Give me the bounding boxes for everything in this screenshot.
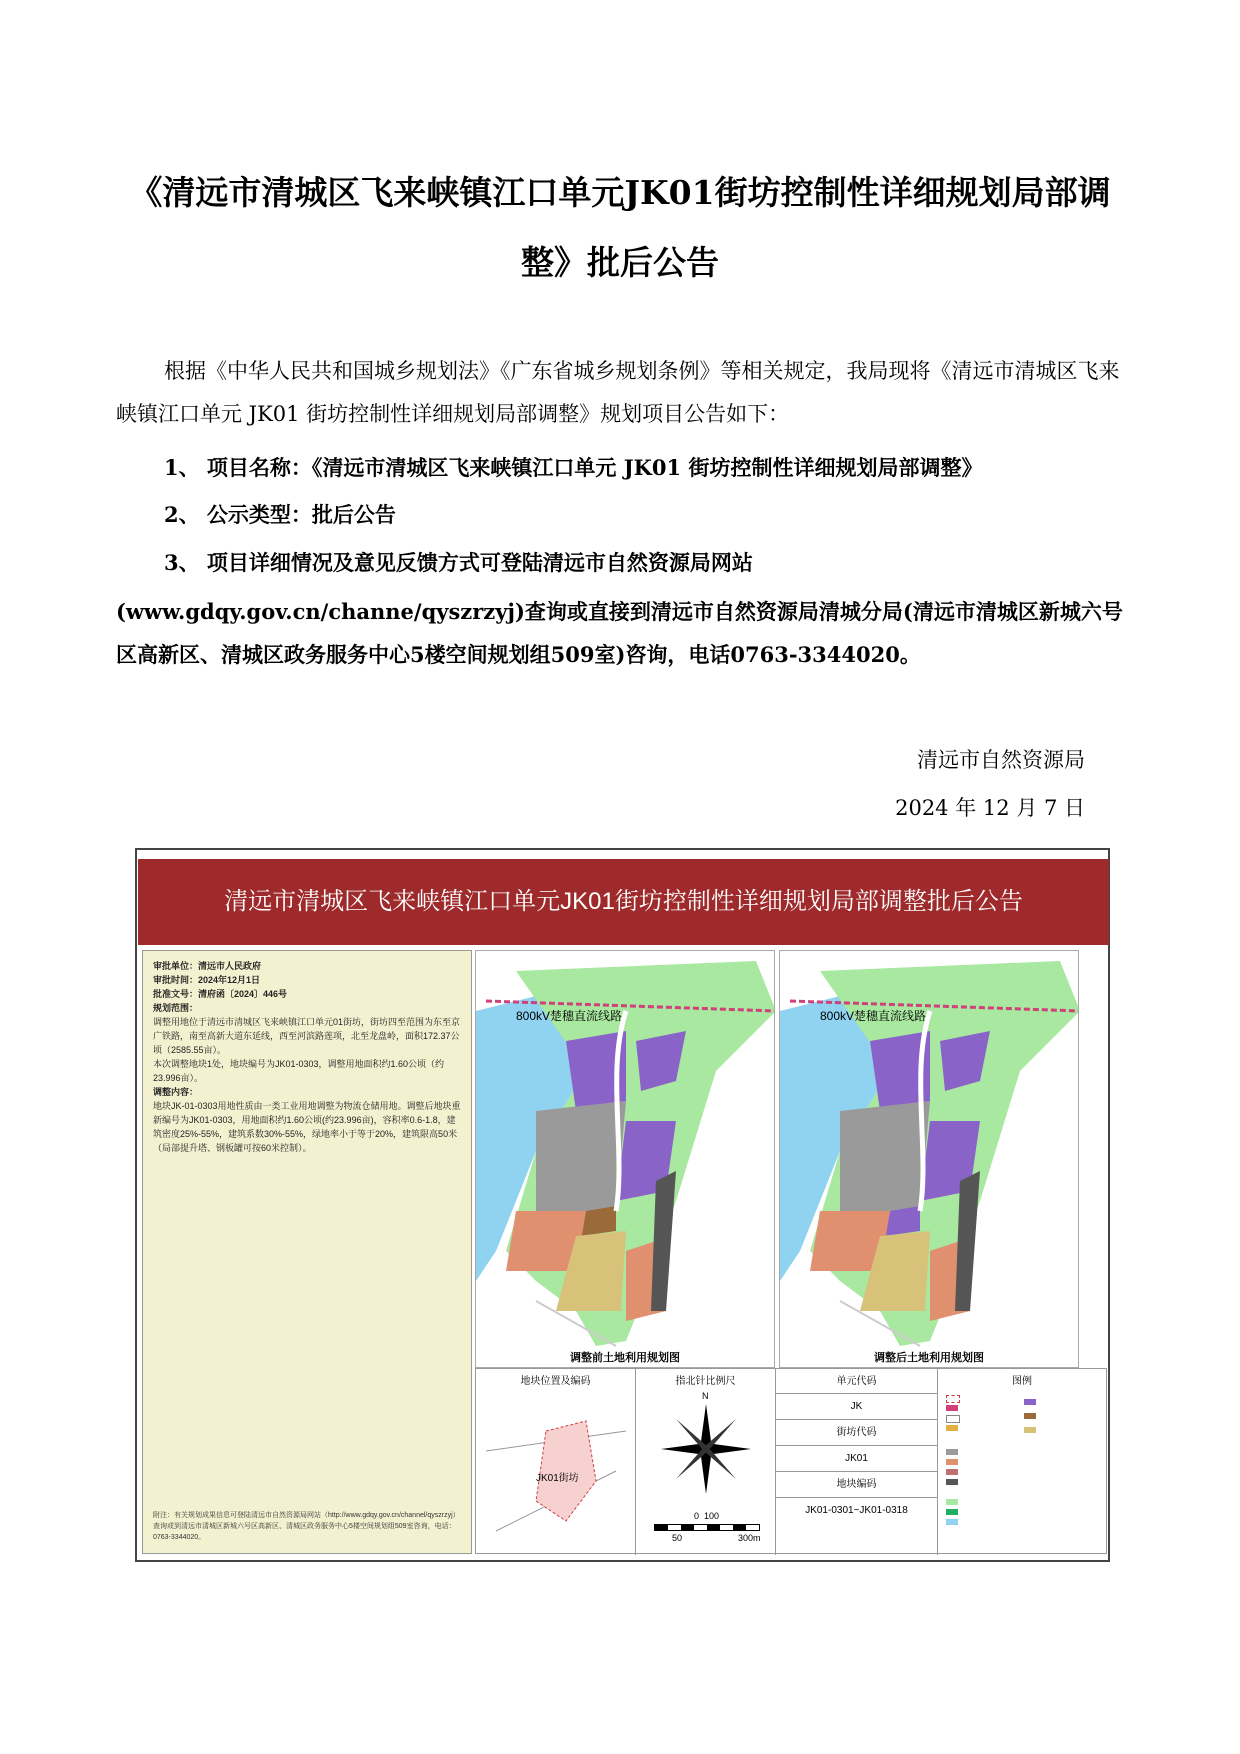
map-before [475,950,775,1368]
block-code: JK01 [776,1445,937,1472]
scope-label: 规划范围： [153,1003,199,1013]
approval-info-panel [142,950,472,1554]
legend-swatch-2 [946,1405,961,1412]
scope-text: 调整用地位于清远市清城区飞来峡镇江口单元01街坊，街坊四至范围为东至京广铁路，南至高新大道东延线，西至河滨路莲项，北至龙盘岭，面积172.37公顷（2585.55亩）。 [153,1017,461,1055]
scale-0: 0 [694,1511,700,1521]
board-note: 附注：有关规划成果信息可登陆清远市自然资源局网站（http://www.gdqy.gov.cn/channel/qyszrzyj）查询或到清远市清城区新城六号区高新区、清城区政务服务中心5楼空间规划组509室咨询，电话：0763-3344020。 [153,1512,460,1541]
north-label: N [702,1391,709,1401]
unit-code: JK [776,1393,937,1420]
item-details: 3、 项目详细情况及意见反馈方式可登陆清远市自然资源局网站 [164,550,753,575]
parcel-code-header: 地块编码 [776,1471,937,1498]
item-project-name: 1、 项目名称：《清远市清城区飞来峡镇江口单元 JK01 街坊控制性详细规划局部调整》 [164,455,983,480]
content-text: 地块JK-01-0303用地性质由一类工业用地调整为物流仓储用地。调整后地块重新编号为JK01-0303，用地面积约1.60公顷(约23.996亩)，容积率0.6-1.8，建筑密度25%-55%，建筑系数30%-55%，绿地率小于等于20%，建筑限高50米（局部提升塔、钢板罐可按60米控制）。 [153,1101,461,1153]
compass-rose-icon [636,1399,776,1509]
item-details-continued: (www.gdqy.gov.cn/channe/qyszrzyj)查询或直接到清远市自然资源局清城分局(清远市清城区新城六号区高新区、清城区政务服务中心5楼空间规划组509室)咨询，电话0763-3344020。 [116,599,1123,667]
intro-paragraph: 根据《中华人民共和国城乡规划法》《广东省城乡规划条例》等相关规定，我局现将《清远市清城区飞来峡镇江口单元 JK01 街坊控制性详细规划局部调整》规划项目公告如下： [116,359,1120,426]
approval-doc: 批准文号：清府函〔2024〕446号 [153,989,288,999]
legend-swatch-14 [1024,1427,1039,1434]
legend-swatch-5 [946,1449,961,1456]
map-after-caption: 调整后土地利用规划图 [874,1352,984,1364]
item-publicity-type: 2、 公示类型：批后公告 [164,502,396,527]
scale-bar [654,1524,760,1531]
approval-unit: 审批单位：清远市人民政府 [153,961,262,971]
info-strip [475,1368,1107,1554]
map-before-caption: 调整前土地利用规划图 [570,1352,680,1364]
location-label: JK01街坊 [536,1473,579,1484]
map-after [779,950,1079,1368]
parcel-code: JK01-0301~JK01-0318 [776,1497,937,1524]
approval-date: 审批时间：2024年12月1日 [153,975,261,985]
signature: 清远市自然资源局 [917,748,1085,772]
legend-swatch-8 [946,1479,961,1486]
adjust-count: 本次调整地块1处，地块编号为JK01-0303，调整用地面积约1.60公顷（约23.996亩）。 [153,1059,445,1083]
compass-cell [636,1369,776,1555]
legend-swatch-12 [1024,1399,1039,1406]
legend-swatch-13 [1024,1413,1039,1420]
compass-header: 指北针比例尺 [675,1376,736,1387]
map-before-power-line-label: 800kV楚穗直流线路 [516,1009,623,1023]
content-label: 调整内容： [153,1087,199,1097]
legend-cell [938,1369,1106,1555]
notice-board [135,848,1110,1562]
title-line-1: 《清远市清城区飞来峡镇江口单元JK01街坊控制性详细规划局部调 [129,173,1111,212]
scale-100: 100 [704,1511,720,1521]
block-code-header: 街坊代码 [776,1419,937,1446]
date: 2024 年 12 月 7 日 [895,796,1085,820]
legend-swatch-4 [946,1425,961,1432]
board-banner: 清远市清城区飞来峡镇江口单元JK01街坊控制性详细规划局部调整批后公告 [138,859,1109,945]
location-header: 地块位置及编码 [520,1376,591,1387]
title-line-2: 整》批后公告 [521,243,719,282]
scale-300: 300m [738,1533,761,1543]
legend-swatch-9 [946,1499,961,1506]
legend-swatch-6 [946,1459,961,1466]
legend-header: 图例 [1012,1376,1032,1387]
legend-swatch-7 [946,1469,961,1476]
unit-code-header: 单元代码 [836,1376,877,1387]
legend-swatch-10 [946,1509,961,1516]
map-after-power-line-label: 800kV楚穗直流线路 [820,1009,927,1023]
page-title [120,158,1120,298]
legend-swatch-11 [946,1519,961,1526]
scale-50: 50 [672,1533,683,1543]
code-cell [776,1369,938,1555]
legend-swatch-1 [946,1395,963,1403]
location-cell [476,1369,636,1555]
legend-swatch-3 [946,1415,963,1423]
